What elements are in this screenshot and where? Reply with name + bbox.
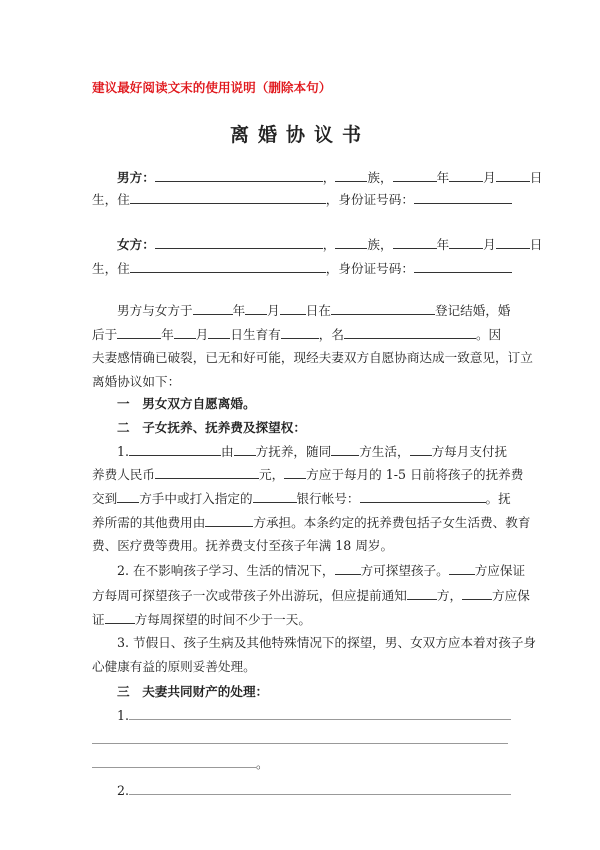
text: 月 xyxy=(483,237,496,252)
section-3-heading: 三 夫妻共同财产的处理： xyxy=(117,684,269,699)
text: 方手中或打入指定的 xyxy=(139,491,253,506)
clause-1-line: 费、医疗费等费用。抚养费支付至孩子年满 18 周岁。 xyxy=(92,538,394,553)
property-2-blank[interactable] xyxy=(129,782,511,795)
male-address-blank[interactable] xyxy=(130,191,326,204)
clause-1-line xyxy=(92,490,512,507)
text: 方生活， xyxy=(359,444,410,459)
female-name-blank[interactable] xyxy=(155,236,323,249)
marriage-month-blank[interactable] xyxy=(245,302,267,315)
text: 日 xyxy=(529,237,543,252)
text: 2. xyxy=(117,783,130,798)
text: 1. xyxy=(117,444,130,459)
male-id-blank[interactable] xyxy=(414,191,512,204)
female-line-2 xyxy=(92,260,512,277)
usage-notice: 建议最好阅读文末的使用说明（删除本句） xyxy=(92,80,332,95)
custody-party-blank[interactable] xyxy=(234,443,256,456)
property-1-blank-end[interactable] xyxy=(92,755,256,768)
male-name-blank[interactable] xyxy=(155,169,323,182)
child-name-blank[interactable] xyxy=(344,326,476,339)
text: ， xyxy=(322,237,336,252)
female-label: 女方： xyxy=(117,237,155,252)
text: 族， xyxy=(367,170,393,185)
male-birth-day-blank[interactable] xyxy=(496,169,530,182)
bank-account-blank[interactable] xyxy=(360,490,486,503)
text: 方每月支付抚 xyxy=(431,444,508,459)
guarantor-blank[interactable] xyxy=(462,587,492,600)
text: 1. xyxy=(117,708,130,723)
text: 生，住 xyxy=(92,261,130,276)
text: ，名 xyxy=(318,327,344,342)
child-gender-blank[interactable] xyxy=(281,326,319,339)
text: 方应于每月的 1-5 日前将孩子的抚养费 xyxy=(306,467,524,482)
clause-1-line xyxy=(92,514,531,531)
text: 方每周探望的时间不少于一天。 xyxy=(134,612,311,627)
text: 交到 xyxy=(92,491,118,506)
clause-3-line: 3. 节假日、孩子生病及其他特殊情况下的探望，男、女双方应本着对孩子身 xyxy=(117,635,537,650)
clause-2-line xyxy=(92,611,512,628)
clause-2-line xyxy=(117,562,526,579)
property-item-1 xyxy=(117,707,512,724)
property-item-1-end xyxy=(92,755,512,772)
clause-1-line xyxy=(92,466,524,483)
text: 方应保 xyxy=(492,588,530,603)
text: 。 xyxy=(256,756,269,771)
weekly-visit-party-blank[interactable] xyxy=(105,611,135,624)
property-item-1-cont xyxy=(92,731,512,748)
marriage-year-blank[interactable] xyxy=(193,302,233,315)
intro-line xyxy=(92,326,512,343)
child-birth-year-blank[interactable] xyxy=(117,326,161,339)
text: 方应保证 xyxy=(474,563,526,578)
support-amount-blank[interactable] xyxy=(155,466,259,479)
male-label: 男方： xyxy=(117,170,155,185)
clause-3-line: 心健康有益的原则妥善处理。 xyxy=(92,659,256,674)
living-party-blank[interactable] xyxy=(331,443,359,456)
property-item-2 xyxy=(117,782,512,799)
male-ethnicity-blank[interactable] xyxy=(335,169,367,182)
text: 方可探望孩子。 xyxy=(360,563,449,578)
male-birth-year-blank[interactable] xyxy=(393,169,437,182)
paying-party-blank[interactable] xyxy=(410,443,432,456)
text: 方承担。本条约定的抚养费包括子女生活费、教育 xyxy=(253,515,531,530)
text: 。因 xyxy=(475,327,502,342)
text: ，身份证号码： xyxy=(325,192,414,207)
text: 族， xyxy=(367,237,393,252)
bank-name-blank[interactable] xyxy=(253,490,297,503)
text: 后于 xyxy=(92,327,118,342)
intro-line: 夫妻感情确已破裂，已无和好可能，现经夫妻双方自愿协商达成一致意见，订立 xyxy=(92,350,533,365)
text: 男方与女方于 xyxy=(117,303,193,318)
document-title: 离婚协议书 xyxy=(229,124,370,146)
child-birth-day-blank[interactable] xyxy=(208,326,230,339)
intro-line: 离婚协议如下： xyxy=(92,374,181,389)
marriage-day-blank[interactable] xyxy=(280,302,306,315)
section-2-heading: 二 子女抚养、抚养费及探望权： xyxy=(117,420,306,435)
male-birth-month-blank[interactable] xyxy=(449,169,483,182)
section-1-heading: 一 男女双方自愿离婚。 xyxy=(117,396,256,411)
child-birth-month-blank[interactable] xyxy=(174,326,196,339)
text: 月 xyxy=(483,170,496,185)
text: 元， xyxy=(258,467,285,482)
text: 日在 xyxy=(305,303,331,318)
text: 。抚 xyxy=(485,491,511,506)
child-blank[interactable] xyxy=(129,443,221,456)
female-address-blank[interactable] xyxy=(130,260,326,273)
text: 证 xyxy=(92,612,105,627)
male-line-2 xyxy=(92,191,512,208)
text: 银行帐号： xyxy=(296,491,360,506)
text: 年 xyxy=(436,170,450,185)
text: 由 xyxy=(221,444,234,459)
text: 方每周可探望孩子一次或带孩子外出游玩，但应提前通知 xyxy=(92,588,407,603)
clause-1-line xyxy=(117,443,512,460)
clause-2-line xyxy=(92,587,530,604)
guarantee-party-blank[interactable] xyxy=(449,562,475,575)
text: 年 xyxy=(161,327,174,342)
female-birth-year-blank[interactable] xyxy=(393,236,437,249)
text: 养费人民币 xyxy=(92,467,155,482)
intro-line xyxy=(117,302,512,319)
property-1-blank-cont[interactable] xyxy=(92,731,508,744)
female-birth-day-blank[interactable] xyxy=(496,236,530,249)
female-birth-month-blank[interactable] xyxy=(449,236,483,249)
text: 2. 在不影响孩子学习、生活的情况下， xyxy=(117,563,335,578)
text: 方抚养，随同 xyxy=(255,444,332,459)
female-ethnicity-blank[interactable] xyxy=(335,236,367,249)
recipient-party-blank[interactable] xyxy=(117,490,139,503)
text: 日生育有 xyxy=(230,327,281,342)
text: 月 xyxy=(267,303,280,318)
support-payer-blank[interactable] xyxy=(284,466,306,479)
text: 年 xyxy=(436,237,450,252)
text: 年 xyxy=(232,303,246,318)
text: 养所需的其他费用由 xyxy=(92,515,206,530)
other-costs-party-blank[interactable] xyxy=(205,514,253,527)
female-id-blank[interactable] xyxy=(414,260,512,273)
visiting-party-blank[interactable] xyxy=(335,562,361,575)
female-line-1 xyxy=(117,236,543,253)
text: 月 xyxy=(195,327,209,342)
text: 方， xyxy=(436,588,463,603)
notify-party-blank[interactable] xyxy=(407,587,437,600)
text: ， xyxy=(322,170,336,185)
text: 生，住 xyxy=(92,192,130,207)
male-line-1 xyxy=(117,169,543,186)
registration-place-blank[interactable] xyxy=(331,302,435,315)
text: 日 xyxy=(529,170,543,185)
property-1-blank[interactable] xyxy=(129,707,511,720)
text: ，身份证号码： xyxy=(325,261,414,276)
text: 登记结婚，婚 xyxy=(434,303,511,318)
